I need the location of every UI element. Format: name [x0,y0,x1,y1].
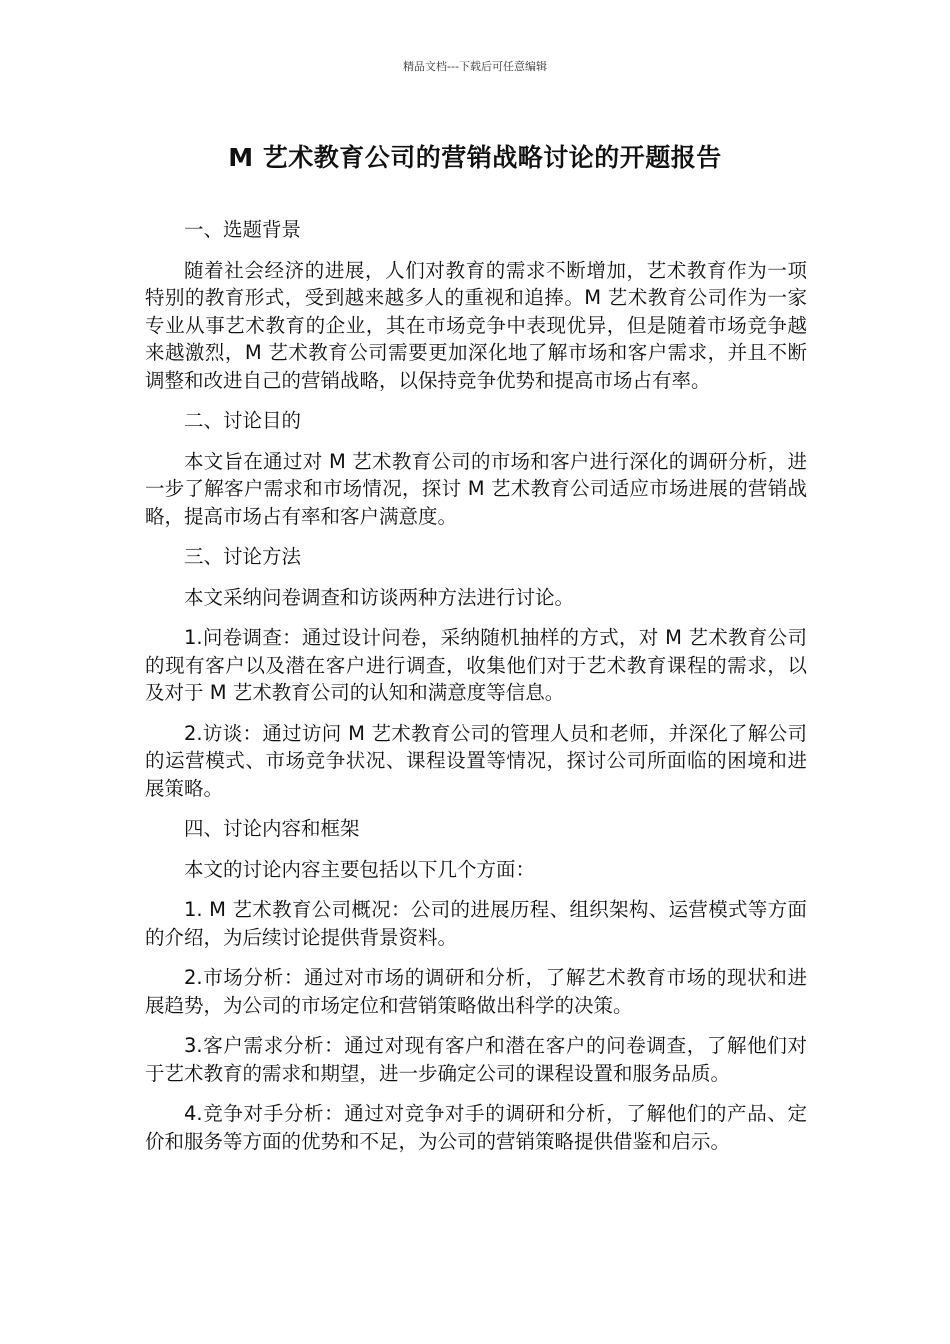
paragraph-method-questionnaire: 1.问卷调查：通过设计问卷，采纳随机抽样的方式，对 M 艺术教育公司的现有客户以及潜在客户进行调查，收集他们对于艺术教育课程的需求，以及对于 M 艺术教育公司的认知和满意度等信息。 [145,626,807,704]
paragraph-content-intro: 本文的讨论内容主要包括以下几个方面： [184,857,536,881]
section-heading-content: 四、讨论内容和框架 [184,817,360,840]
paragraph-method-intro: 本文采纳问卷调查和访谈两种方法进行讨论。 [184,585,575,609]
paragraph-method-interview: 2.访谈：通过访问 M 艺术教育公司的管理人员和老师，并深化了解公司的运营模式、市场竞争状况、课程设置等情况，探讨公司所面临的困境和进展策略。 [145,721,807,800]
paragraph-content-overview: 1. M 艺术教育公司概况：公司的进展历程、组织架构、运营模式等方面的介绍，为后续讨论提供背景资料。 [145,898,807,949]
section-heading-background: 一、选题背景 [184,218,302,241]
document-body [145,216,807,1168]
paragraph-purpose: 本文旨在通过对 M 艺术教育公司的市场和客户进行深化的调研分析，进一步了解客户需求和市场情况，探讨 M 艺术教育公司适应市场进展的营销战略，提高市场占有率和客户满意度。 [145,449,807,528]
section-heading-purpose: 二、讨论目的 [184,409,302,432]
paragraph-content-customer: 3.客户需求分析：通过对现有客户和潜在客户的问卷调查，了解他们对于艺术教育的需求和期望，进一步确定公司的课程设置和服务品质。 [145,1034,807,1085]
paragraph-background: 随着社会经济的进展，人们对教育的需求不断增加，艺术教育作为一项特别的教育形式，受到越来越多人的重视和追捧。M 艺术教育公司作为一家专业从事艺术教育的企业，其在市场竞争中表现优异，但是随着市场竞争越来越激烈，M 艺术教育公司需要更加深化地了解市场和客户需求，并且不断调整和改进自己的营销战略，以保持竞争优势和提高市场占有率。 [145,258,807,392]
page-header: 精品文档---下载后可任意编辑 [403,60,547,73]
paragraph-content-market: 2.市场分析：通过对市场的调研和分析，了解艺术教育市场的现状和进展趋势，为公司的市场定位和营销策略做出科学的决策。 [145,966,807,1017]
section-heading-method: 三、讨论方法 [184,545,302,568]
document-title: M 艺术教育公司的营销战略讨论的开题报告 [228,143,722,172]
paragraph-content-competitor: 4.竞争对手分析：通过对竞争对手的调研和分析，了解他们的产品、定价和服务等方面的优势和不足，为公司的营销策略提供借鉴和启示。 [145,1102,807,1153]
